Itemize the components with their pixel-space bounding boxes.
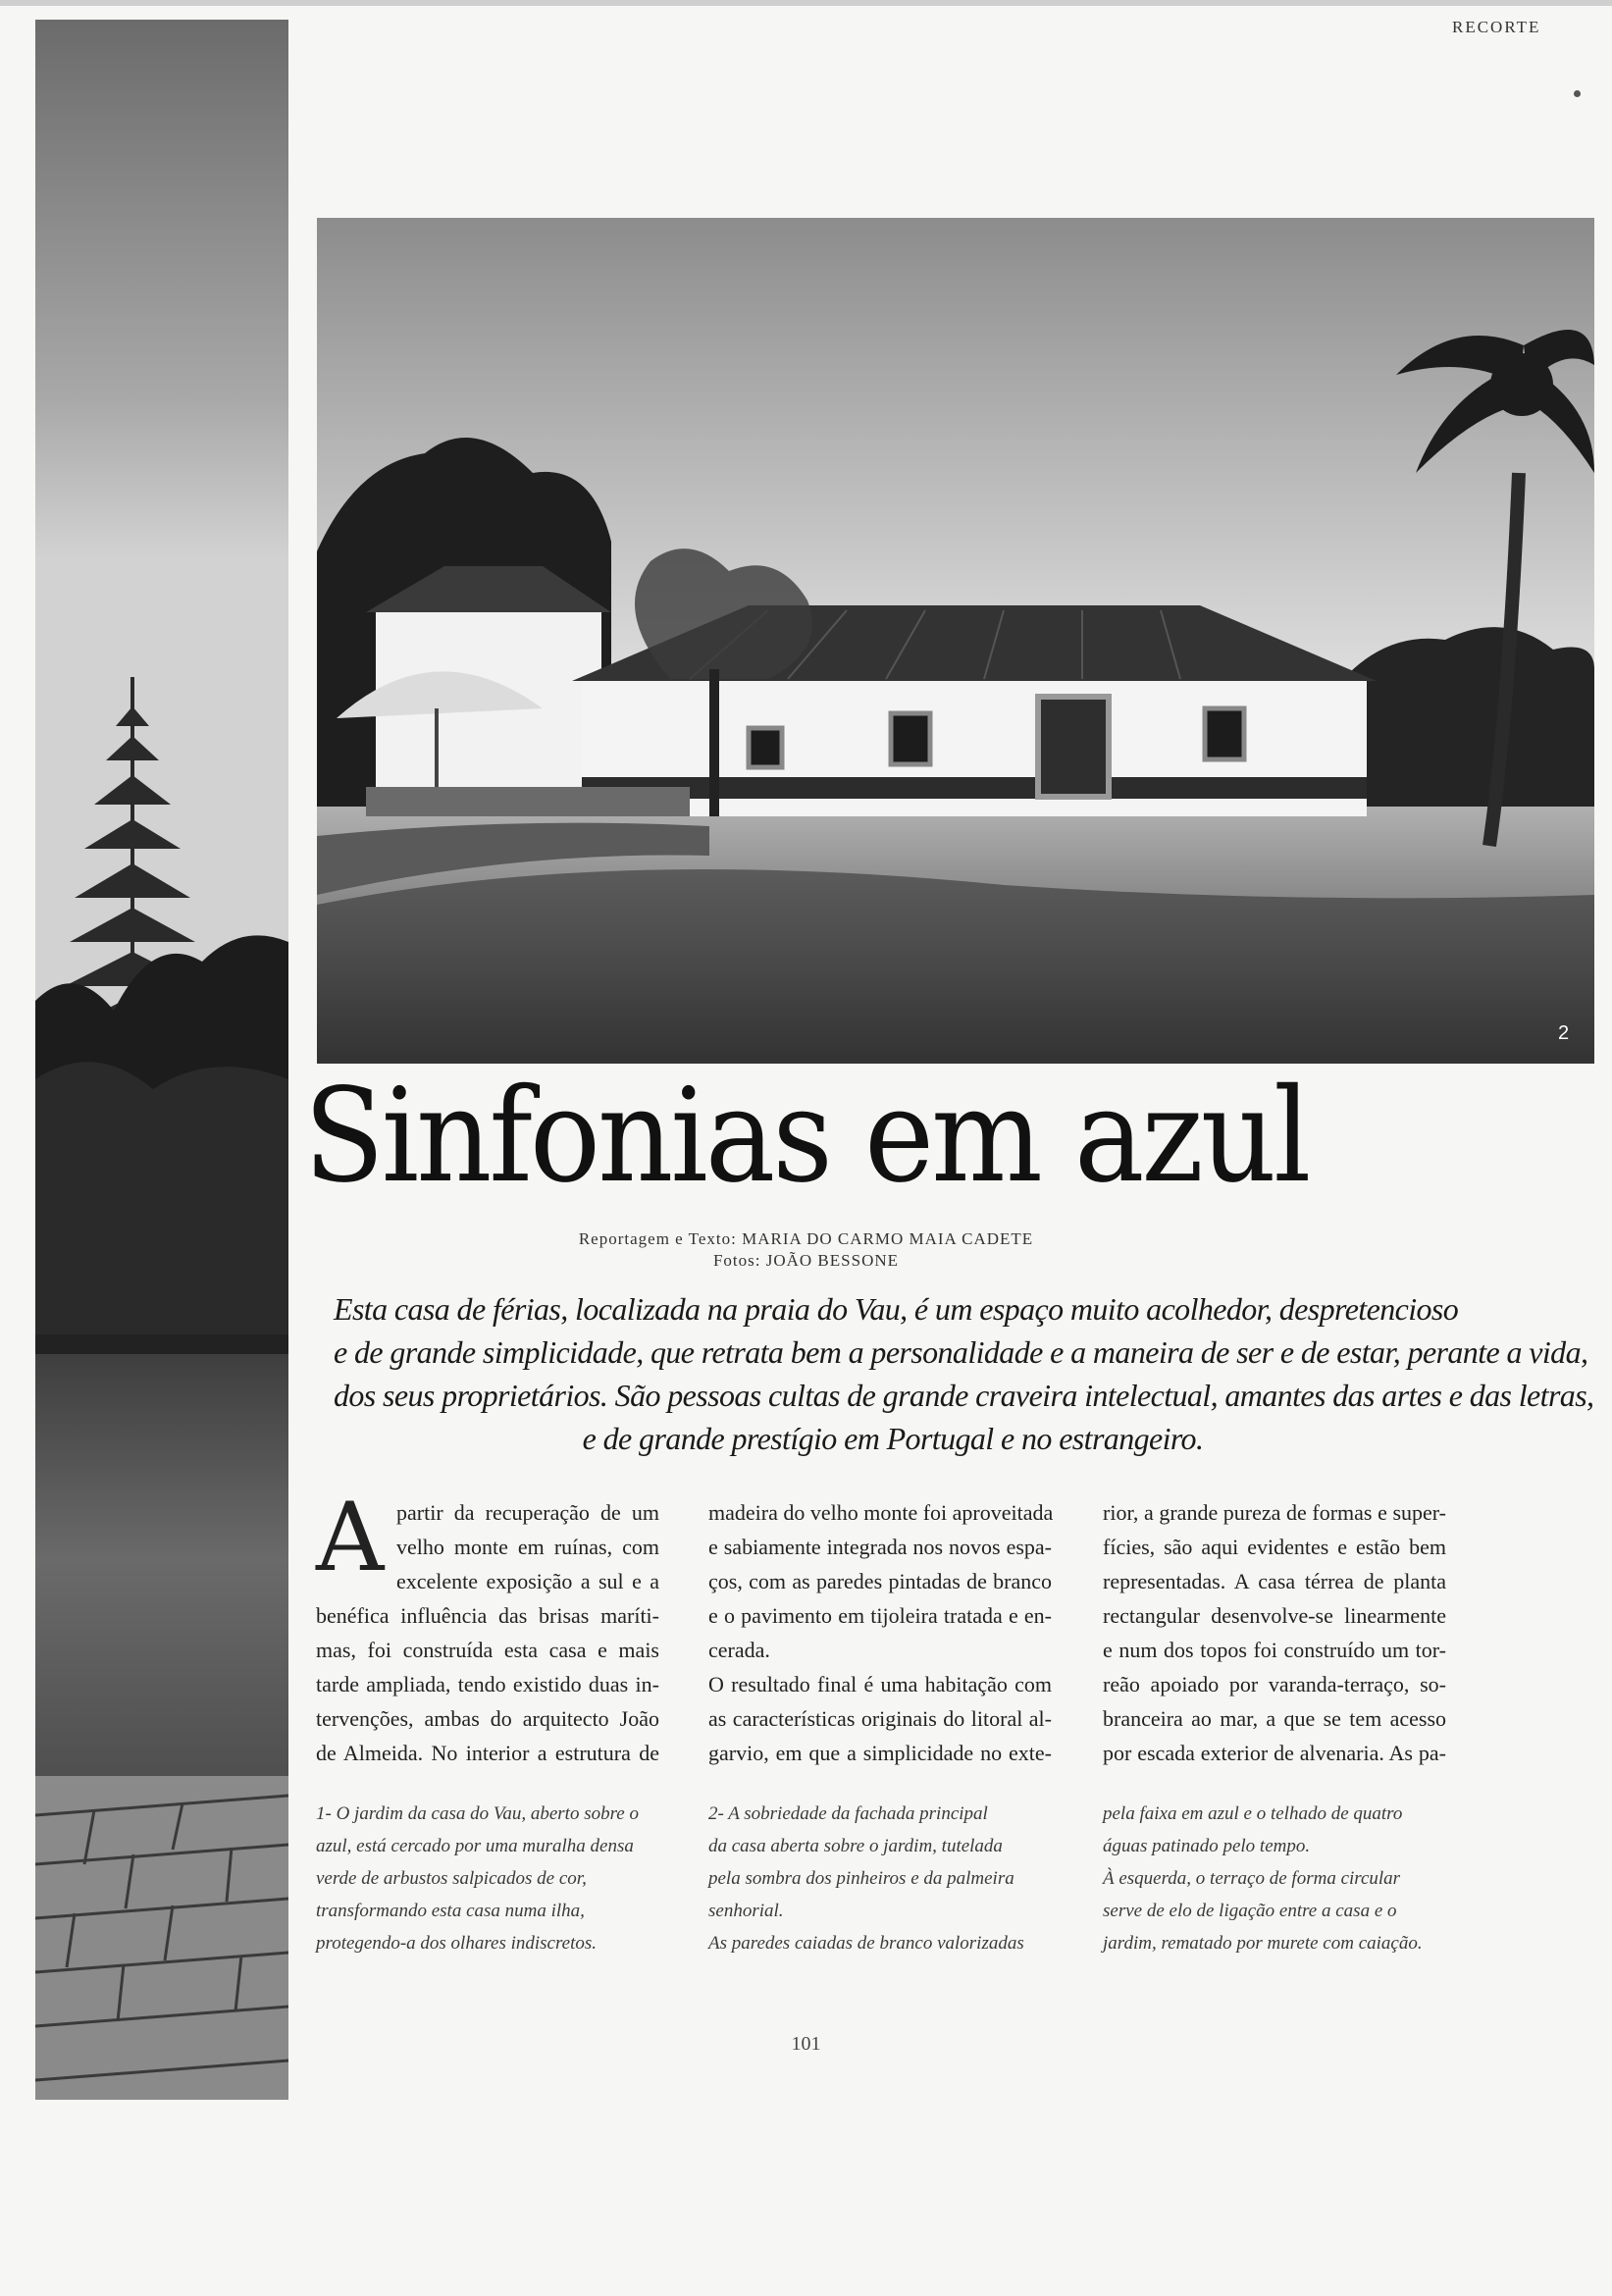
- body-line: madeira do velho monte foi aproveitada: [708, 1500, 1054, 1525]
- caption-line: 2- A sobriedade da fachada principal: [708, 1803, 988, 1824]
- body-line: O resultado final é uma habitação com: [708, 1672, 1052, 1696]
- body-line: reão apoiado por varanda-terraço, so-: [1103, 1672, 1446, 1696]
- photo-caption-2: [708, 1798, 1062, 1959]
- page-number: 101: [791, 2033, 821, 2055]
- caption-line: águas patinado pelo tempo.: [1103, 1836, 1311, 1856]
- lead-line: dos seus proprietários. São pessoas cultas de grande craveira intelectual, amantes das artes e das letras,: [334, 1378, 1594, 1413]
- body-line: rior, a grande pureza de formas e super-: [1103, 1500, 1446, 1525]
- body-line: tarde ampliada, tendo existido duas in-: [316, 1672, 659, 1696]
- top-edge: [0, 0, 1612, 6]
- body-line: e num dos topos foi construído um tor-: [1103, 1638, 1446, 1662]
- garden-photo: [35, 20, 288, 2100]
- caption-line: pela faixa em azul e o telhado de quatro: [1103, 1803, 1403, 1824]
- body-column-2: [708, 1495, 1052, 1770]
- body-line: partir da recuperação de um: [396, 1500, 659, 1525]
- caption-line: serve de elo de ligação entre a casa e o: [1103, 1901, 1397, 1921]
- caption-line: pela sombra dos pinheiros e da palmeira: [708, 1868, 1014, 1889]
- photo-number: 2: [1558, 1022, 1570, 1044]
- body-line: de Almeida. No interior a estrutura de: [316, 1741, 659, 1765]
- caption-line: senhorial.: [708, 1901, 784, 1921]
- running-head: RECORTE: [1452, 18, 1541, 36]
- drop-cap: A: [316, 1483, 385, 1592]
- body-line: benéfica influência das brisas maríti-: [316, 1603, 659, 1628]
- house-photo: [317, 218, 1594, 1064]
- lead-line: e de grande prestígio em Portugal e no estrangeiro.: [582, 1421, 1204, 1456]
- caption-line: verde de arbustos salpicados de cor,: [316, 1868, 587, 1889]
- caption-line: protegendo-a dos olhares indiscretos.: [316, 1933, 598, 1954]
- body-line: garvio, em que a simplicidade no exte-: [708, 1741, 1052, 1765]
- caption-line: da casa aberta sobre o jardim, tutelada: [708, 1836, 1003, 1856]
- body-column-1: [316, 1483, 659, 1770]
- caption-line: transformando esta casa numa ilha,: [316, 1901, 585, 1921]
- lead-paragraph: [334, 1287, 1594, 1460]
- caption-line: jardim, rematado por murete com caiação.: [1103, 1933, 1423, 1954]
- lead-line: e de grande simplicidade, que retrata bem a personalidade e a maneira de ser e de estar, perante a vida,: [334, 1334, 1588, 1370]
- body-line: mas, foi construída esta casa e mais: [316, 1638, 659, 1662]
- body-line: branceira ao mar, a que se tem acesso: [1103, 1706, 1446, 1731]
- credit-photos: Fotos: JOÃO BESSONE: [712, 1251, 900, 1270]
- caption-line: À esquerda, o terraço de forma circular: [1103, 1868, 1401, 1889]
- body-line: e o pavimento em tijoleira tratada e en-: [708, 1603, 1052, 1628]
- lead-line: Esta casa de férias, localizada na praia do Vau, é um espaço muito acolhedor, despretencioso: [334, 1291, 1459, 1327]
- article-title: Sinfonias em azul: [303, 1062, 1309, 1212]
- body-line: fícies, são aqui evidentes e estão bem: [1103, 1535, 1446, 1559]
- photo-caption-3: [1103, 1798, 1456, 1959]
- body-line: ços, com as paredes pintadas de branco: [708, 1569, 1052, 1593]
- body-line: rectangular desenvolve-se linearmente: [1103, 1603, 1446, 1628]
- body-line: representadas. A casa térrea de planta: [1103, 1569, 1446, 1593]
- body-line: cerada.: [708, 1638, 770, 1662]
- body-line: as características originais do litoral al-: [708, 1706, 1052, 1731]
- body-line: e sabiamente integrada nos novos espa-: [708, 1535, 1052, 1559]
- caption-line: azul, está cercado por uma muralha densa: [316, 1836, 634, 1856]
- body-line: excelente exposição a sul e a: [396, 1569, 659, 1593]
- photo-caption-1: [316, 1798, 669, 1959]
- body-line: tervenções, ambas do arquitecto João: [316, 1706, 659, 1731]
- caption-line: 1- O jardim da casa do Vau, aberto sobre o: [316, 1803, 639, 1824]
- credit-reportage: Reportagem e Texto: MARIA DO CARMO MAIA CADETE: [578, 1229, 1034, 1248]
- body-line: velho monte em ruínas, com: [396, 1535, 659, 1559]
- body-column-3: [1103, 1495, 1446, 1770]
- caption-line: As paredes caiadas de branco valorizadas: [708, 1933, 1024, 1954]
- dust-speck: [1574, 90, 1581, 97]
- body-line: por escada exterior de alvenaria. As pa-: [1103, 1741, 1446, 1765]
